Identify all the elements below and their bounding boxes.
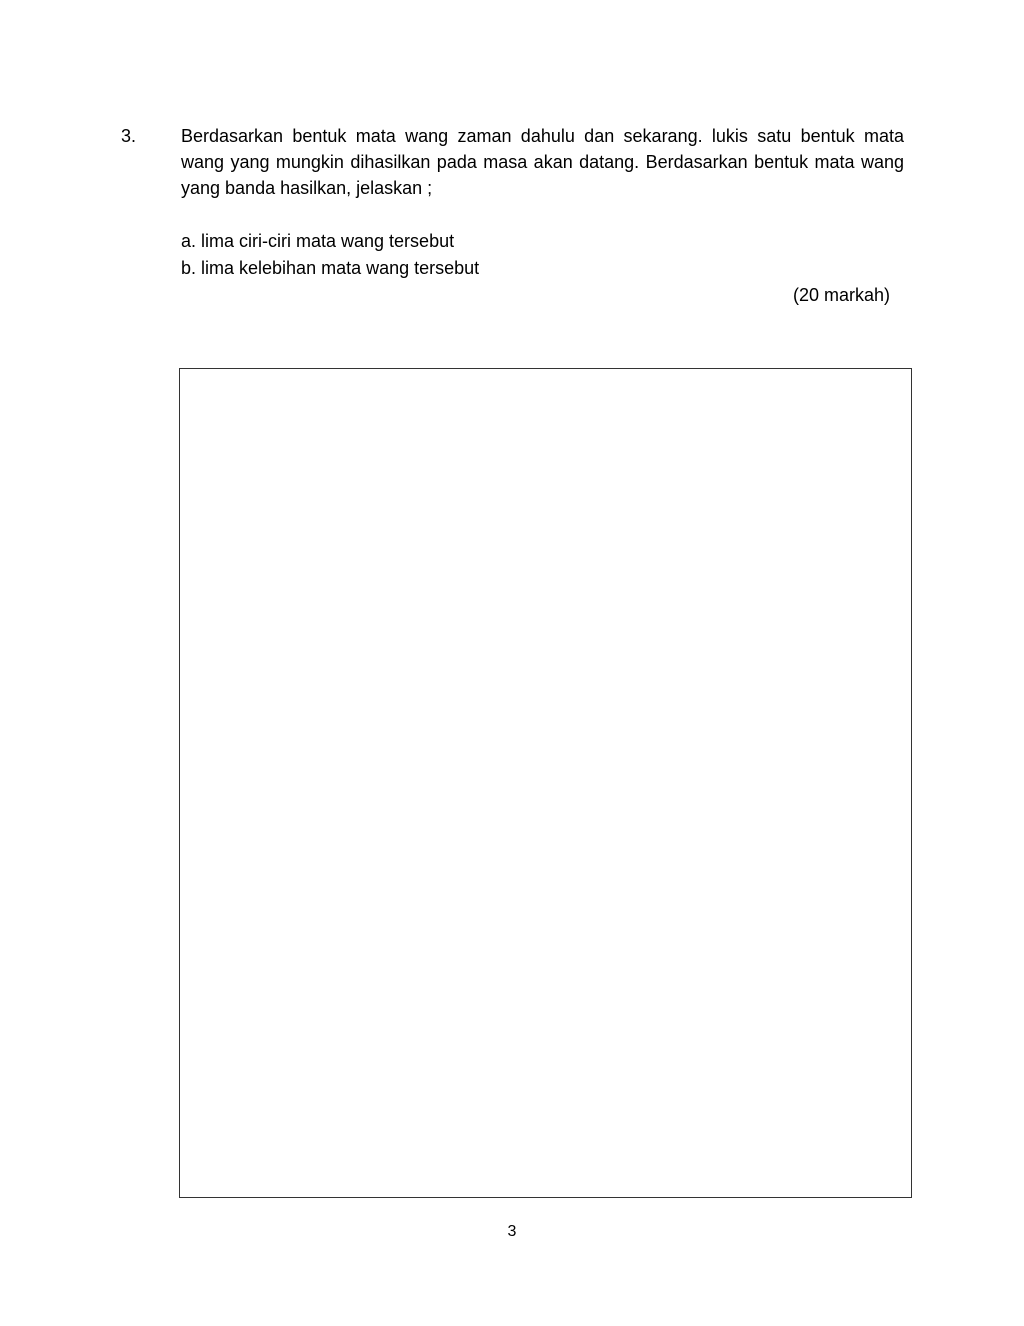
answer-box[interactable]	[179, 368, 912, 1198]
sub-item-a: a. lima ciri-ciri mata wang tersebut	[181, 231, 455, 251]
page-number: 3	[507, 1223, 517, 1240]
sub-item-b: b. lima kelebihan mata wang tersebut	[181, 258, 480, 278]
marks-label: (20 markah)	[792, 285, 890, 305]
question-number: 3.	[121, 126, 137, 146]
question-text: Berdasarkan bentuk mata wang zaman dahulu dan sekarang. lukis satu bentuk mata wang yang mungkin dihasilkan pada masa akan datang. Berdasarkan bentuk mata wang yang banda hasilkan, jelaskan ;	[181, 126, 904, 198]
